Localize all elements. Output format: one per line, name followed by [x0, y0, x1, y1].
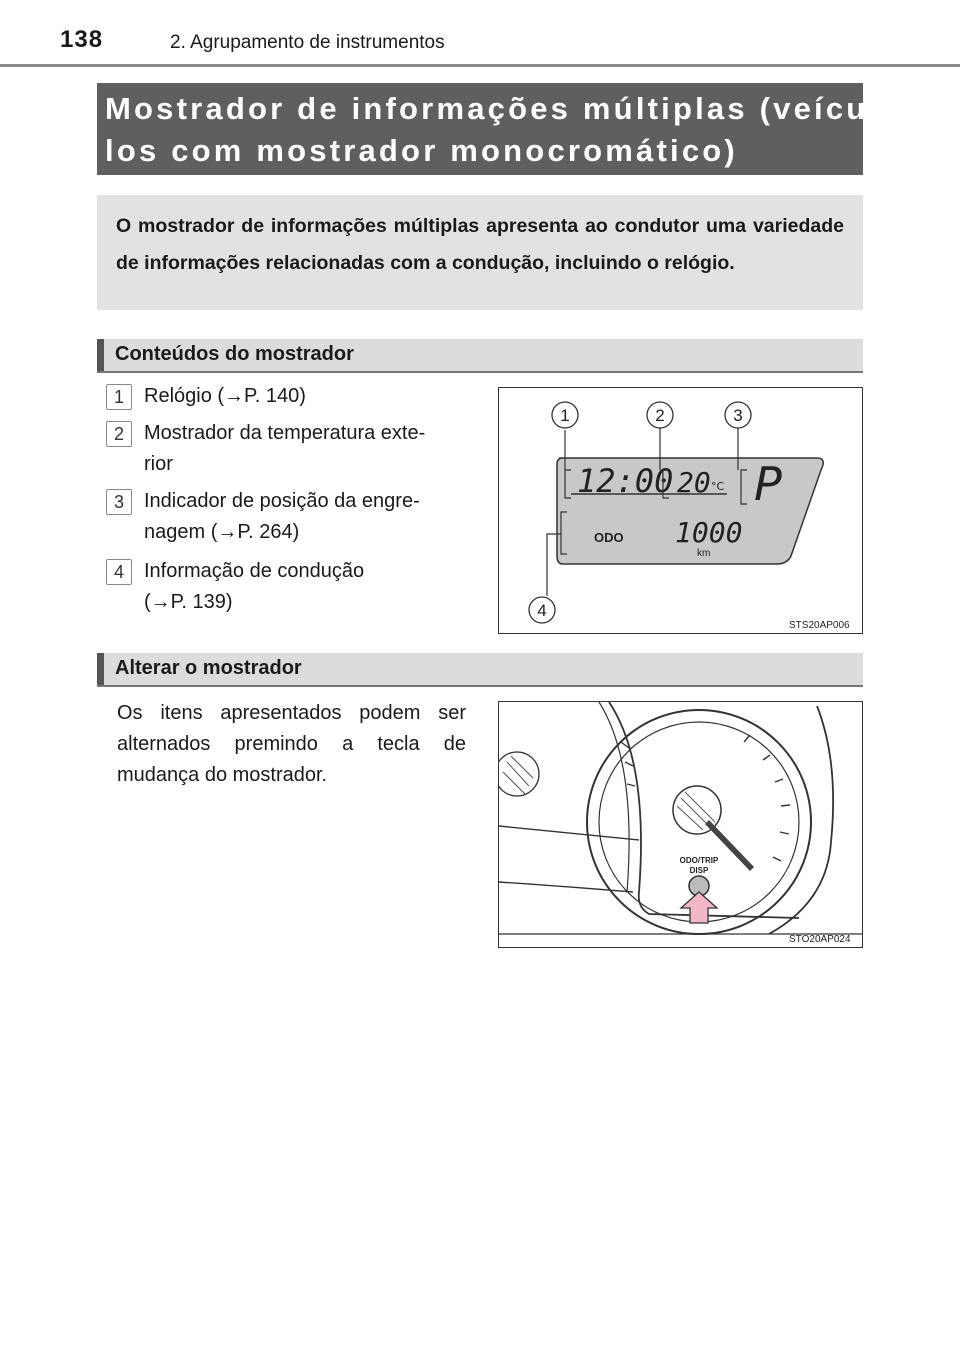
- odo-label: ODO: [594, 530, 624, 545]
- callout-4: [529, 597, 555, 623]
- press-arrow-icon: [681, 892, 717, 923]
- list-item: [106, 486, 466, 548]
- figure-code: STO20AP024: [789, 934, 851, 945]
- section-heading-text: Conteúdos do mostrador: [115, 343, 354, 365]
- callout-2: [647, 402, 673, 428]
- instrument-cluster-illustration: [498, 701, 863, 948]
- list-item: [106, 418, 466, 480]
- item-text: nagem (→P. 264): [144, 521, 300, 543]
- section-title-band: [97, 83, 882, 175]
- svg-text:4: 4: [537, 601, 547, 620]
- temperature-readout: 20: [677, 466, 711, 499]
- item-text: Relógio (→P. 140): [144, 385, 306, 407]
- svg-text:2: 2: [655, 406, 665, 425]
- item-text: rior: [144, 453, 173, 475]
- intro-box: O mostrador de informações múltiplas apresenta ao condutor uma variedade de informações relacionadas com a condução, incluindo o relógio.: [97, 195, 863, 310]
- svg-text:3: 3: [733, 406, 743, 425]
- cluster-diagram: [499, 702, 862, 947]
- odometer-unit: km: [697, 548, 711, 559]
- gear-indicator: P: [754, 457, 782, 511]
- display-illustration: [498, 387, 863, 634]
- section-heading-display-contents: [97, 339, 863, 373]
- button-label-odo-trip: ODO/TRIP: [679, 856, 719, 865]
- section-heading-text: Alterar o mostrador: [115, 657, 302, 679]
- title-line-2: los com mostrador monocromático): [105, 133, 738, 168]
- body-paragraph: Os itens apresentados podem ser alternados premindo a tecla de mudança do mostrador.: [117, 702, 466, 786]
- page-number: 138: [60, 26, 104, 53]
- odometer-readout: 1000: [675, 516, 743, 549]
- item-text: Indicador de posição da engre-: [144, 490, 420, 512]
- item-number-badge: 1: [106, 384, 132, 410]
- callout-1: [552, 402, 578, 428]
- item-text: Mostrador da temperatura exte-: [144, 422, 426, 444]
- section-heading-bar: [97, 339, 104, 371]
- section-heading-change-display: [97, 653, 863, 687]
- temperature-unit: °C: [711, 480, 725, 493]
- header-rule: [0, 64, 960, 67]
- list-item: [106, 381, 466, 412]
- clock-readout: 12:00: [577, 462, 674, 500]
- item-text: (→P. 139): [144, 591, 233, 613]
- speedometer-ticks: [621, 735, 790, 861]
- section-heading-bar: [97, 653, 104, 685]
- button-label-disp: DISP: [689, 866, 709, 875]
- item-number-badge: 4: [106, 559, 132, 585]
- item-text: Informação de condução: [144, 560, 365, 582]
- display-diagram: [499, 388, 862, 633]
- chapter-title: 2. Agrupamento de instrumentos: [170, 32, 445, 53]
- figure-code: STS20AP006: [789, 620, 850, 631]
- item-number-badge: 3: [106, 489, 132, 515]
- svg-text:1: 1: [560, 406, 570, 425]
- list-item: [106, 556, 466, 618]
- hub-hatching: [503, 756, 715, 830]
- item-number-badge: 2: [106, 421, 132, 447]
- callout-3: [725, 402, 751, 428]
- title-line-1: Mostrador de informações múltiplas (veícu-: [105, 91, 882, 126]
